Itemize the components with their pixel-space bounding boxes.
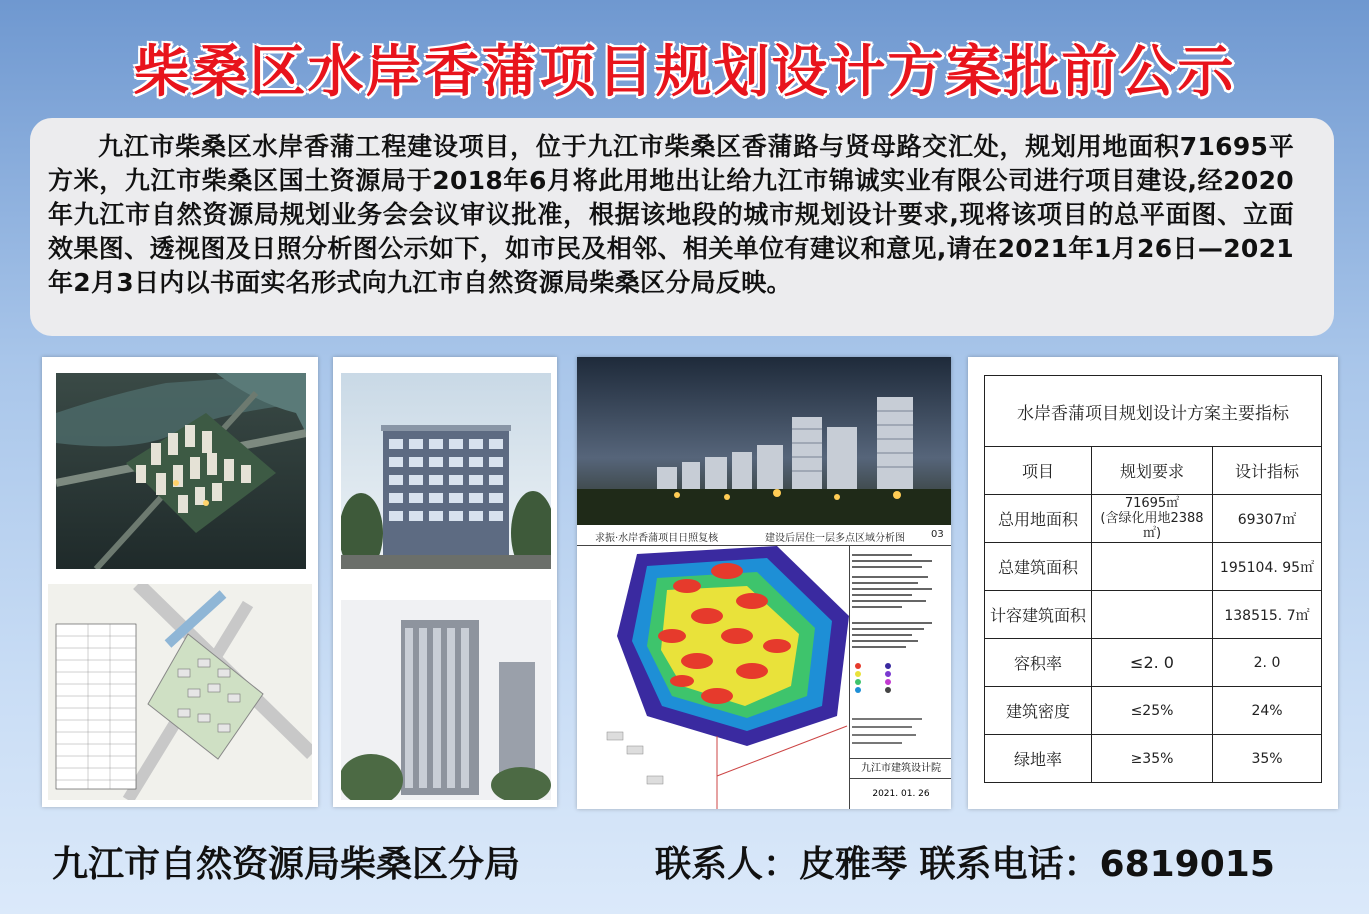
footer-organization: 九江市自然资源局柴桑区分局 (52, 844, 521, 885)
site-plan-panel (42, 357, 318, 807)
row-item: 绿地率 (985, 735, 1092, 783)
row-requirement (1092, 543, 1213, 591)
header-design: 设计指标 (1213, 447, 1322, 495)
table-row (985, 495, 1322, 543)
table-row (985, 735, 1322, 783)
header-item: 项目 (985, 447, 1092, 495)
row-design: 24% (1213, 687, 1322, 735)
table-row (985, 543, 1322, 591)
sunlight-legend (849, 546, 951, 809)
sunlight-left-title: 求振·水岸香蒲项目日照复核 (595, 533, 719, 544)
sunlight-heatmap (577, 546, 849, 809)
table-title: 水岸香蒲项目规划设计方案主要指标 (985, 376, 1322, 447)
elevation-render-top (341, 373, 551, 569)
row-requirement (1092, 591, 1213, 639)
page-title: 柴桑区水岸香蒲项目规划设计方案批前公示 (133, 40, 1236, 105)
table-row (985, 639, 1322, 687)
notice-box (30, 118, 1334, 336)
design-institute: 九江市建筑设计院 (850, 758, 951, 779)
elevation-panel (333, 357, 557, 807)
sunlight-page-number: 03 (931, 529, 944, 540)
elevation-render-bottom (341, 600, 551, 800)
sunlight-panel (577, 357, 951, 809)
row-requirement: ≤2. 0 (1092, 639, 1213, 687)
notice-text: 九江市柴桑区水岸香蒲工程建设项目，位于九江市柴桑区香蒲路与贤母路交汇处，规划用地面积71695平方米，九江市柴桑区国土资源局于2018年6月将此用地出让给九江市锦诚实业有限公司进行项目建设,经2020年九江市自然资源局规划业务会会议审议批准，根据该地段的城市规划设计要求,现将该项目的总平面图、立面效果图、透视图及日照分析图公示如下，如市民及相邻、相关单位有建议和意见,请在2021年1月26日—2021年2月3日内以书面实名形式向九江市自然资源局柴桑区分局反映。 (48, 132, 1294, 297)
master-plan-drawing (48, 584, 312, 800)
row-design: 35% (1213, 735, 1322, 783)
row-requirement: ≤25% (1092, 687, 1213, 735)
row-item: 总建筑面积 (985, 543, 1092, 591)
row-design: 69307㎡ (1213, 495, 1322, 543)
row-item: 容积率 (985, 639, 1092, 687)
footer-contact: 联系人：皮雅琴 联系电话：6819015 (655, 844, 1275, 885)
aerial-render-image (56, 373, 306, 569)
row-design: 2. 0 (1213, 639, 1322, 687)
table-row (985, 687, 1322, 735)
table-row (985, 591, 1322, 639)
indicators-panel (968, 357, 1338, 809)
row-item: 总用地面积 (985, 495, 1092, 543)
indicators-table (984, 375, 1322, 783)
row-requirement: ≥35% (1092, 735, 1213, 783)
row-requirement: 71695㎡ (含绿化用地2388㎡) (1092, 495, 1213, 543)
drawing-date: 2021. 01. 26 (850, 778, 951, 809)
header-requirement: 规划要求 (1092, 447, 1213, 495)
row-design: 195104. 95㎡ (1213, 543, 1322, 591)
row-item: 建筑密度 (985, 687, 1092, 735)
sunlight-title-bar (577, 525, 951, 546)
row-item: 计容建筑面积 (985, 591, 1092, 639)
row-design: 138515. 7㎡ (1213, 591, 1322, 639)
sunlight-right-title: 建设后居住一层多点区域分析图 (765, 533, 905, 544)
night-perspective-image (577, 357, 951, 525)
